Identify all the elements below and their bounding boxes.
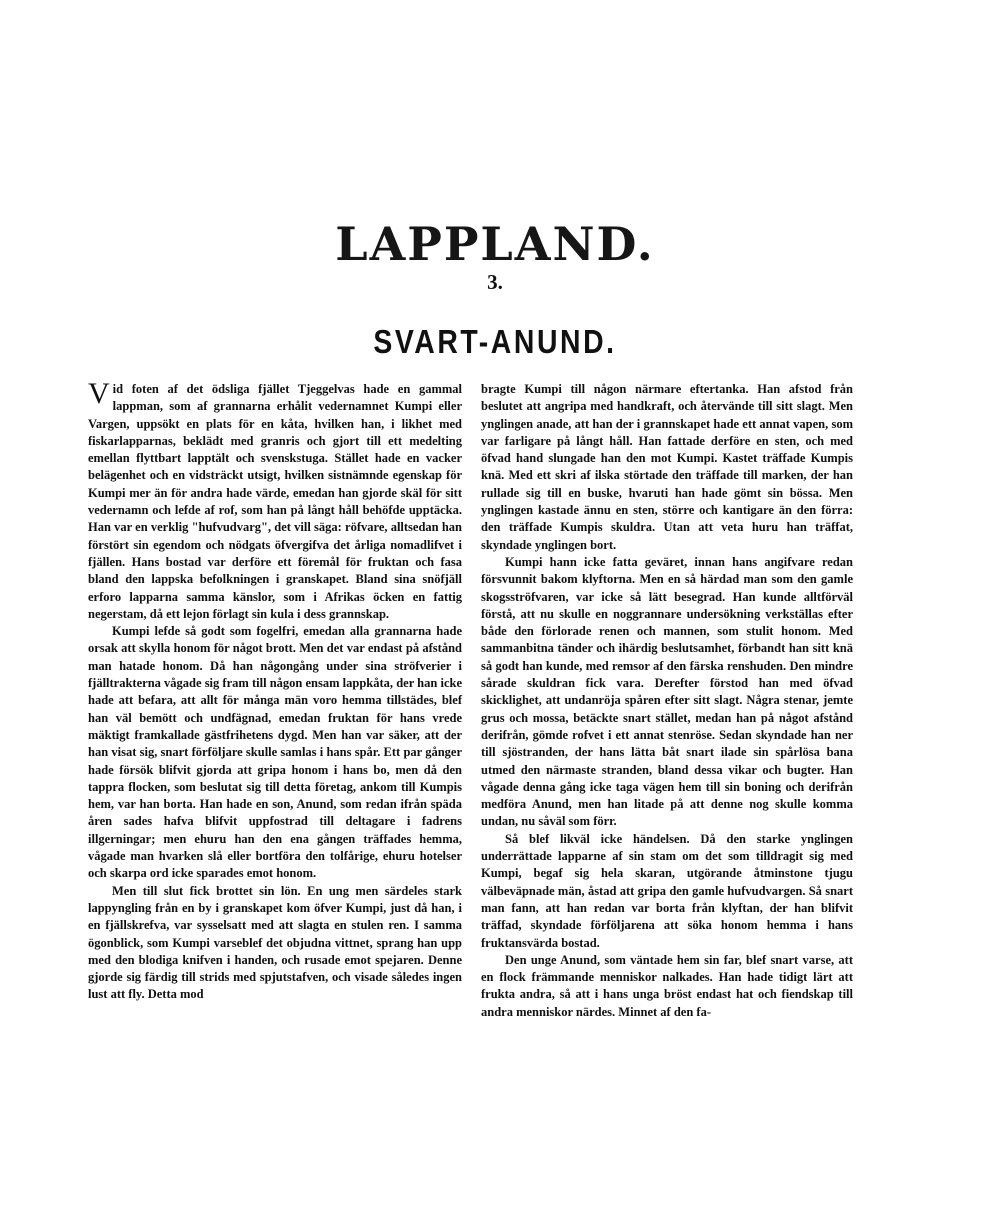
text-column-right bbox=[481, 381, 853, 1021]
paragraph bbox=[88, 377, 462, 623]
paragraph: Kumpi lefde så godt som fogelfri, emedan alla grannarna hade orsak att skylla honom för något brott. Men det var endast på afstånd man hatade honom. Då han någongång under sina ströfverier i fjälltrakterna vågade sig fram till någon ensam lappkåta, der han icke hade att befara, att allt för många män voro hemma tillstädes, blef han väl bemött och undfägnad, emedan fruktan för hans vrede mäktigt framkallade gästfrihetens dygd. Men han var säker, att der han visat sig, snart förföljare skulle samlas i hans spår. Ett par gånger hade försök blifvit gjorda att gripa honom i hans bo, men då den tappra flocken, som beslutat sig till detta företag, ankom till Kumpis hem, var han borta. Han hade en son, Anund, som redan ifrån späda åren sades hafva blifvit uppfostrad till deltagare i fadrens illgerningar; men ehuru han den ena gången träffades hemma, vågade man hvarken slå eller bortföra den tolfårige, ehuru hotelser och skarpa ord icke sparades emot honom. bbox=[88, 624, 462, 881]
paragraph: Kumpi hann icke fatta geväret, innan hans angifvare redan försvunnit bakom klyftorna. Men en så härdad man som den gamle skogsströfvaren, var icke så lätt besegrad. Han kunde alltförväl förstå, att nu skulle en noggrannare undersökning verkställas efter både den förlorade renen och mannen, som stulit honom. Med sammanbitna tänder och ihärdig beslutsamhet, förbandt han sitt knä så godt han kunde, med remsor af den färska renshuden. Den mindre sårade skuldran fick vara. Derefter förstod han med öfvad skicklighet, att undanröja spåren efter sitt slagt. Några stenar, jemte grus och mossa, betäckte snart stället, medan han på något afstånd derifrån, gömde rofvet i ett annat stenröse. Sedan skyndade han ner till sjöstranden, der hans lätta båt snart ilade sin spårlösa bana utmed den närmaste stranden, bland dessa vikar och bugter. Han vågade denna gång icke taga vägen hem till sin boning och derifrån medföra Anund, men han litade på att denne nog skulle komma undan, nu såväl som förr. bbox=[481, 554, 853, 829]
paragraph: Så blef likväl icke händelsen. Då den starke ynglingen underrättade lapparne af sin stam om det som tilldragit sig med Kumpi, begaf sig hela skaran, utgörande åtminstone tjugu välbeväpnade män, åstad att gripa den gamle hufvudvargen. Så snart man fann, att han redan var borta från klyftan, der han blifvit träffad, skyndade förföljarena att söka honom hemma i hans fruktansvärda bostad. bbox=[481, 831, 853, 950]
section-title: SVART-ANUND. bbox=[373, 323, 617, 360]
paragraph: Men till slut fick brottet sin lön. En ung men särdeles stark lappyngling från en by i granskapet kom öfver Kumpi, just då han, i en fjällskrefva, var sysselsatt med att slagta en stulen ren. I samma ögonblick, som Kumpi varseblef det objudna vittnet, sprang han upp med den blodiga knifven i handen, och rusade emot spejaren. Denne gjorde sig färdig till strids med spjutstafven, och visade således ingen lust att fly. Detta mod bbox=[88, 883, 462, 1002]
paragraph-text: id foten af det ödsliga fjället Tjeggelvas hade en gammal lappman, som af grannarna erhålit vedernamnet Kumpi eller Vargen, uppsökt en plats för en kåta, hvilken han, i likhet med fiskarlapparnas, beklädt med granris och gjort till ett medelting emellan flyttbart lapptält och svenskstuga. Stället hade en vacker belägenhet och en vidsträckt utsigt, hvilken sistnämnde egenskap för Kumpi mer än för andra hade värde, emedan han gjorde skäl för sitt vedernamn och lefde af rof, som han på långt håll behöfde upptäcka. Han var en verklig "hufvudvarg", det vill säga: röfvare, alltsedan han förstört sin egendom och nödgats öfvergifva det årliga nomadlifvet i fjällen. Hans bostad var derföre ett föremål för fruktan och fasa bland den lappska befolkningen i granskapet. Bland sina snöfjäll erforo lapparna samma känslor, som i Afrikas öcken en fattig negerstam, då ett lejon förlagt sin kula i dess grannskap. bbox=[88, 382, 462, 621]
paragraph: Den unge Anund, som väntade hem sin far, blef snart varse, att en flock främmande menniskor nalkades. Han hade tidigt lärt att frukta andra, så att i hans unga bröst endast hat och fiendskap till andra menniskor närdes. Minnet af den fa- bbox=[481, 952, 853, 1019]
page-title: LAPPLAND. bbox=[335, 217, 655, 271]
text-column-left bbox=[88, 377, 462, 1004]
drop-initial: V bbox=[88, 377, 110, 410]
chapter-number: 3. bbox=[487, 270, 503, 294]
paragraph: bragte Kumpi till någon närmare eftertanka. Han afstod från beslutet att angripa med handkraft, och återvände till sitt slagt. Men ynglingen anade, att han der i grannskapet hade ett annat vapen, som var farligare på långt håll. Han fattade derföre en sten, och med öfvad hand slungade han den mot Kumpi. Kastet träffade Kumpis knä. Med ett skri af ilska störtade den träffade till marken, der han rullade sig till en buske, hvaruti han hade gömt sin bössa. Men ynglingen kastade ännu en sten, större och kantigare än den förra: den träffade Kumpis skuldra. Utan att veta huru han träffat, skyndade ynglingen bort. bbox=[481, 382, 853, 552]
